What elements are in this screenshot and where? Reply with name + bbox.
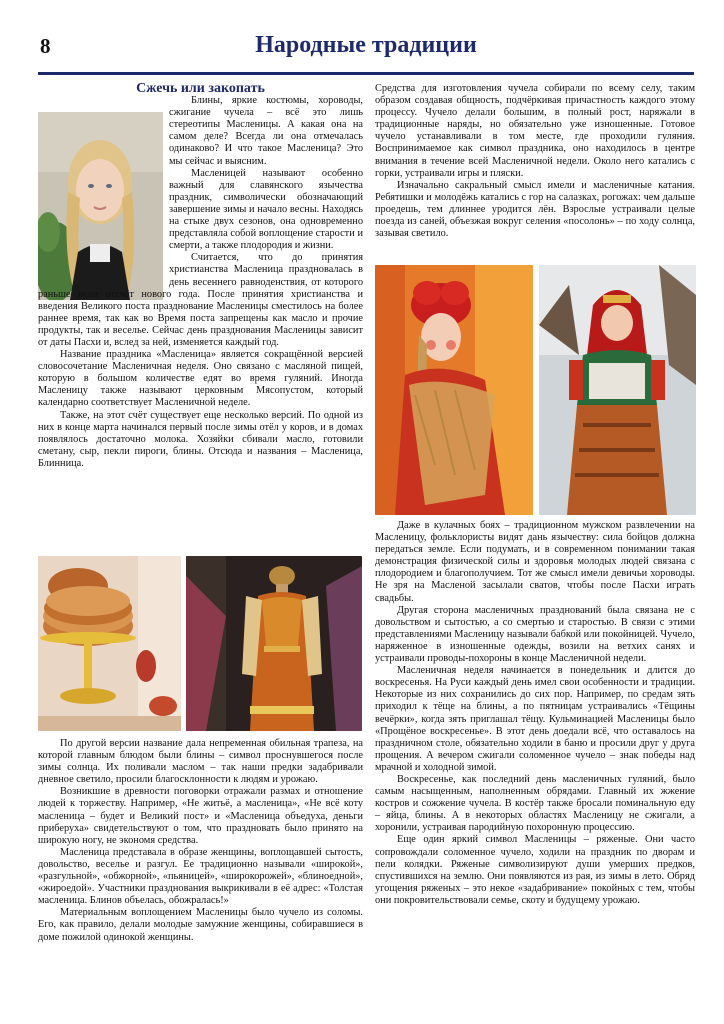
paragraph: Материальным воплощением Масленицы было чучело из соломы. Его, как правило, делали молодые замужние женщины, собиравшиеся в доме пожилой одинокой женщины. [38,907,363,943]
article-title: Сжечь или закопать [136,81,265,96]
article-right-bottom [375,520,695,907]
paragraph: Воскресенье, как последний день масленичных гуляний, было самым насыщенным, наполненным обрядами. Главный их жжение костров и сожжение чучела. В костёр также бросали поминальную еду – яйца, блины. А в некоторых областях Масленицу не сжигали, а хоронили, устраивая пародийную похоронную процессию. [375,773,695,834]
article-right-top [375,83,695,240]
paragraph: Даже в кулачных боях – традиционном мужском развлечении на Масленицу, фольклористы видят дань язычеству: сила бойцов должна передаться земле. Если подумать, и в современном понимании такая демонстрация физической силы и здоровья молодых людей связана с плодородием и благополучием. Тот же смысл имели девичьи хороводы. Не зря на Масленой засылали сватов, чтобы после Пасхи играть свадьбы. [375,520,695,604]
paragraph: Блины, яркие костюмы, хороводы, сжигание чучела – всё это лишь стереотипы Масленицы. А какая она на самом деле? Всегда ли она отмечалась одинаково? И что такое Масленица? Это мы сейчас и выясним. [169,95,363,167]
image-float-spacer [38,95,169,285]
paragraph: Масленицей называют особенно важный для славянского язычества праздник, символически обозначающий завершение зимы и начало весны. Находясь на стыке двух сезонов, она одновременно представляла собой воплощение старости и смерти, а также плодородия и жизни. [169,167,363,252]
article-left-bottom [38,738,363,944]
paragraph: Еще один яркий символ Масленицы – ряженые. Они часто сопровождали соломенное чучело, ходили на праздник по дворам и пели колядки. Ряженые символизируют души умерших предков, спустившихся на землю. Они появляются из рая, из зимы в лето. Обряд угощения ряженых – это некое «задабривание» покойных с тем, чтобы они покровительствовали семье, скоту и будущему урожаю. [375,834,695,906]
page-number: 8 [40,34,51,58]
photo-pancakes [38,556,181,731]
photo-costume-mannequin [186,556,362,731]
paragraph: Также, на этот счёт существует еще несколько версий. По одной из них в конце марта начинался первый после зимы отёл у коров, и в домах появлялось достаточно молока. Хозяйки сбивали масло, готовили сметану, сыр, пекли пироги, блины. Отсюда и названия – Масленица, Блинница. [38,409,363,469]
paragraph: Название праздника «Масленица» является сокращённой версией словосочетание Масленичная неделя. Оно связано с масляной пищей, которую в большом количестве едят во время гуляний. Иногда Масленицу также называют церковным Мясопустом, который календарно соответствует Масленичной неделе. [38,349,363,409]
header-divider [38,72,694,75]
photo-girl-red-headdress [375,265,533,515]
photo-woman-red-scarf [539,265,696,515]
paragraph: Считается, что до принятия христианства Масленица праздновалась в день весеннего равноденствия, от которого раньше вели отсчёт нового года. После принятия христианства и введения Великого поста празднование Масленицы сместилось на более раннее время, так как во Время поста запрещены как масло и прочие продукты, так и веселье. Сейчас день празднования Масленицы зависит от даты Пасхи и, вслед за ней, изменяется каждый год. [38,252,363,348]
paragraph: Масленица представала в образе женщины, воплощавшей сытость, довольство, веселье и разгул. Ее традиционно называли «широкой», «разгульной», «обжорной», «пьяницей», «широкорожей», «блиноедной», «жироедой». Участники празднования выкрикивали в её адрес: «Толстая масленица. Блинов объелась, обожралась!» [38,846,363,907]
paragraph: Средства для изготовления чучела собирали по всему селу, таким образом создавая общность, подчёркивая причастность каждого этому процессу. Чучело делали большим, в полный рост, наряжали в традиционные наряды, но обязательно уже изношенные. Готовое чучело устанавливали в том месте, где проходили гуляния. Воспринимаемое как символ праздника, оно находилось в центре внимания в течение всей Масленичной недели. Около него катались с горки, устраивали игры и пляски. [375,83,695,179]
paragraph: Возникшие в древности поговорки отражали размах и отношение людей к торжеству. Например, «Не житьё, а масленица», «Не всё коту масленица – будет и Великий пост» и «Масленица объедуха, деньги приберуха» свидетельствуют о том, что праздновать было принято на широкую ногу, не экономя средства. [38,786,363,846]
paragraph: По другой версии название дала непременная обильная трапеза, на которой главным блюдом были блины – символ проснувшегося после зимы солнца. Их поливали маслом – так наши предки задабривали дневное светило, просили благосклонности к людям и урожаю. [38,738,363,786]
paragraph: Масленичная неделя начинается в понедельник и длится до воскресенья. На Руси каждый день имел свои особенности и традиции. Некоторые из них сохранились до сих пор. Например, по средам зять приходил к тёще на блины, а по пятницам устраивались «Тёщины вечёрки», когда зять приглашал тёщу. Кульминацией Масленицы было «Прощёное воскресенье». В этот день доедали всё, что оставалось на праздничном столе, обязательно ходили в баню и просили друг у друга прощения. А вечером сжигали соломенное чучело – знак победы над мрачной и холодной зимой. [375,665,695,773]
article-left-top [38,83,363,470]
section-title: Народные традиции [255,32,477,58]
paragraph: Изначально сакральный смысл имели и масленичные катания. Ребятишки и молодёжь катались с гор на салазках, рогожах: чем дальше проедешь, тем длиннее уродится лён. Взрослые устраивали целые поезда из саней, объезжая вокруг селения «посолонь» – по ходу солнца, зазывая светило. [375,179,695,240]
paragraph: Другая сторона масленичных празднований была связана не с довольством и сытостью, а со смертью и старостью. В связи с этими представлениями Масленицу называли бабкой или покойницей. Чучело, наряженное в изношенные одежды, возили на ветхих санях и устраивали проводы-похороны в конце Масленичной недели. [375,604,695,665]
page-header [38,32,694,76]
